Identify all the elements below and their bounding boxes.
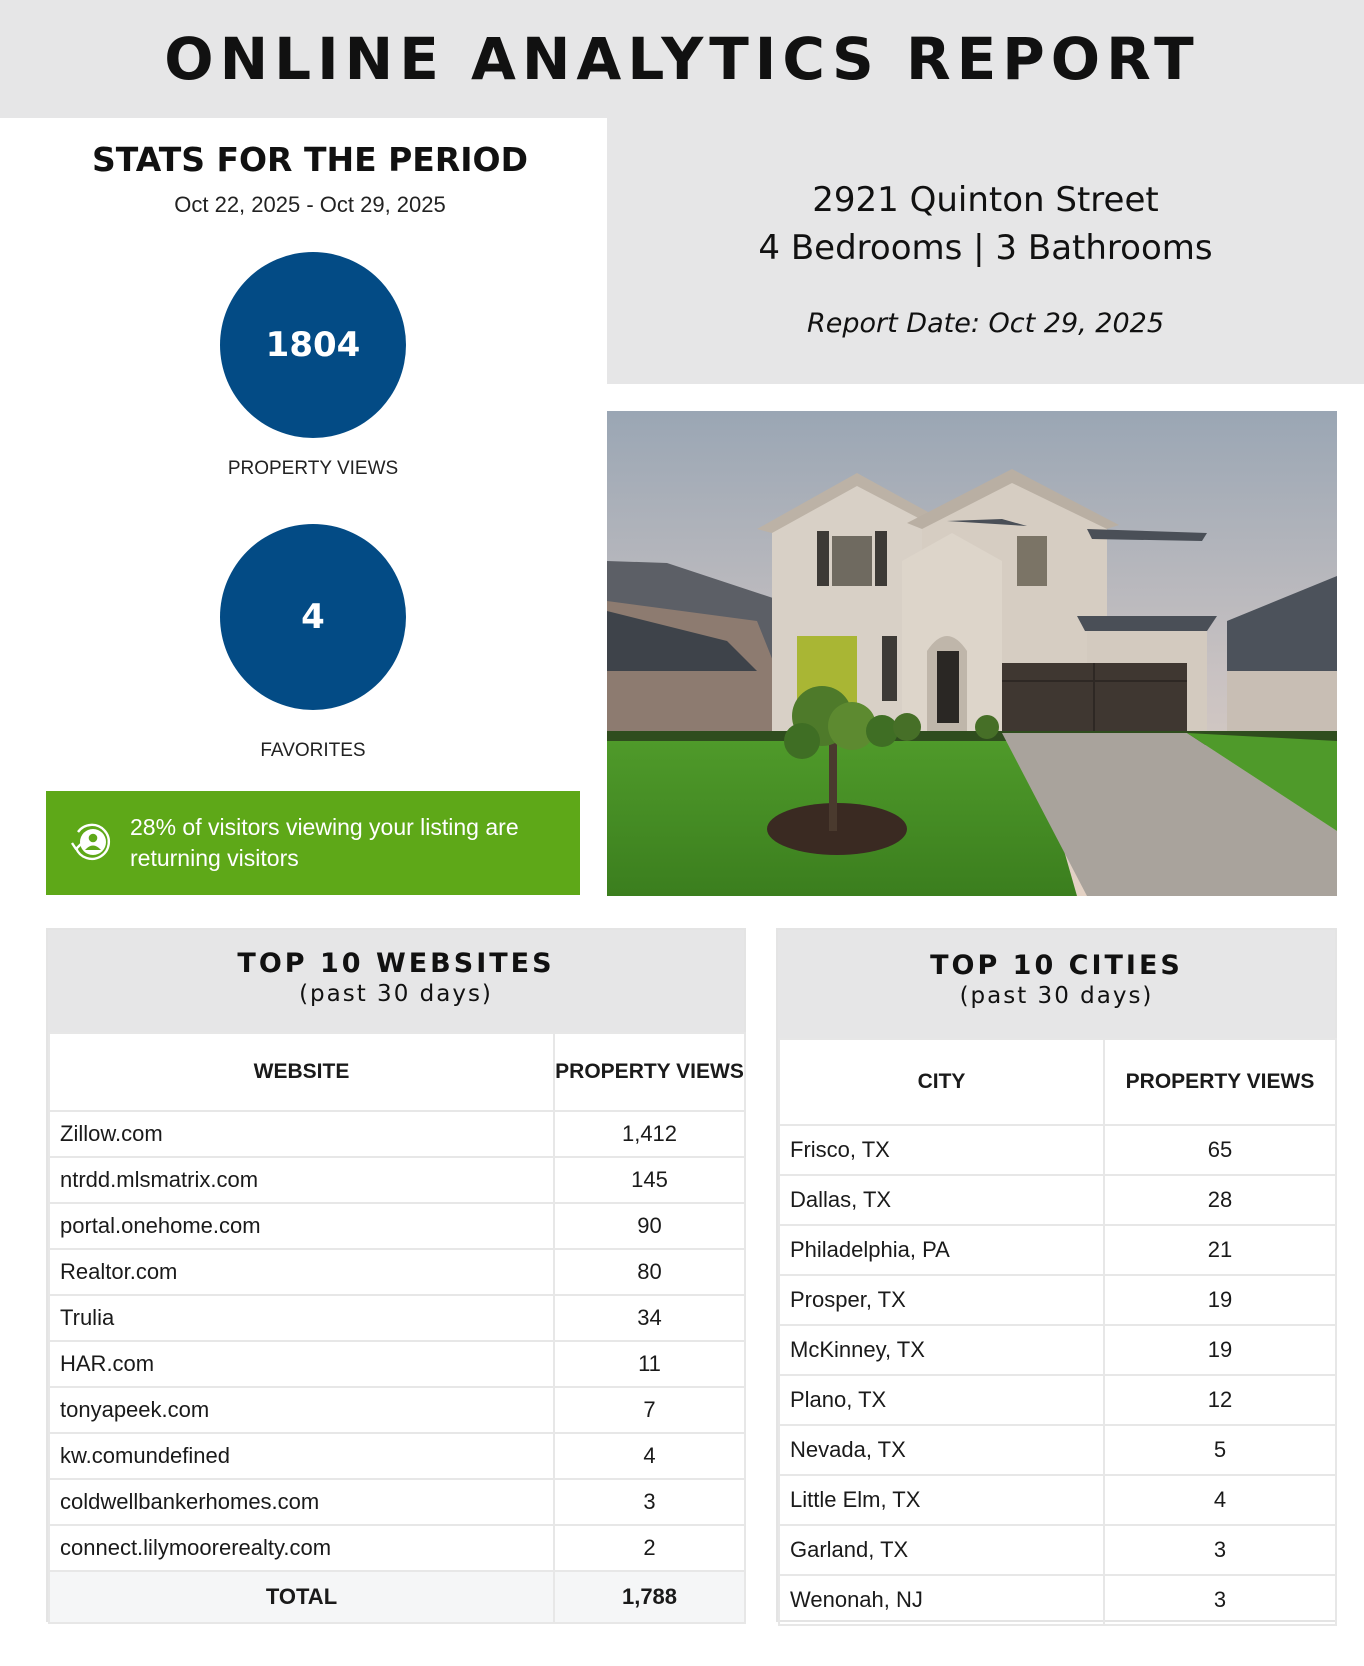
- website-name: Realtor.com: [49, 1249, 554, 1295]
- top-cities-header: [778, 930, 1335, 1038]
- city-name: Wenonah, NJ: [779, 1575, 1104, 1625]
- website-name: tonyapeek.com: [49, 1387, 554, 1433]
- report-title: ONLINE ANALYTICS REPORT: [164, 25, 1200, 93]
- table-row: [779, 1575, 1336, 1625]
- table-header-row: [49, 1033, 745, 1111]
- city-views: 5: [1104, 1425, 1336, 1475]
- top-websites-card: [46, 928, 746, 1622]
- returning-visitors-text: 28% of visitors viewing your listing are returning visitors: [130, 814, 519, 871]
- city-views: 65: [1104, 1125, 1336, 1175]
- property-rooms: 4 Bedrooms | 3 Bathrooms: [758, 228, 1213, 268]
- city-views: 3: [1104, 1575, 1336, 1625]
- city-column-header: CITY: [779, 1039, 1104, 1125]
- website-views: 90: [554, 1203, 745, 1249]
- city-name: Prosper, TX: [779, 1275, 1104, 1325]
- top-websites-subtitle: (past 30 days): [299, 981, 493, 1007]
- views-column-header: PROPERTY VIEWS: [1104, 1039, 1336, 1125]
- stats-heading: STATS FOR THE PERIOD: [92, 140, 528, 179]
- report-header: [0, 0, 1364, 118]
- table-row: [779, 1375, 1336, 1425]
- website-name: coldwellbankerhomes.com: [49, 1479, 554, 1525]
- table-row: [49, 1525, 745, 1571]
- table-row: [49, 1433, 745, 1479]
- city-views: 21: [1104, 1225, 1336, 1275]
- website-views: 145: [554, 1157, 745, 1203]
- favorites-label: FAVORITES: [260, 740, 366, 761]
- city-name: Little Elm, TX: [779, 1475, 1104, 1525]
- stats-date-range: Oct 22, 2025 - Oct 29, 2025: [174, 192, 446, 217]
- returning-visitor-icon: [68, 820, 114, 866]
- report-date: Report Date: Oct 29, 2025: [806, 308, 1164, 339]
- table-row: [779, 1175, 1336, 1225]
- property-views-value: 1804: [265, 325, 361, 365]
- website-views: 4: [554, 1433, 745, 1479]
- top-cities-card: [776, 928, 1337, 1622]
- table-row: [779, 1125, 1336, 1175]
- table-row: [779, 1525, 1336, 1575]
- city-views: 12: [1104, 1375, 1336, 1425]
- property-info-panel: [607, 118, 1364, 384]
- city-name: Frisco, TX: [779, 1125, 1104, 1175]
- website-column-header: WEBSITE: [49, 1033, 554, 1111]
- top-websites-title: TOP 10 WEBSITES: [237, 948, 555, 979]
- stats-panel: [0, 118, 607, 898]
- table-row: [779, 1275, 1336, 1325]
- website-name: connect.lilymoorerealty.com: [49, 1525, 554, 1571]
- returning-visitors-banner: [46, 791, 580, 895]
- table-row: [49, 1249, 745, 1295]
- city-name: Philadelphia, PA: [779, 1225, 1104, 1275]
- top-websites-header: [48, 930, 744, 1032]
- city-name: Garland, TX: [779, 1525, 1104, 1575]
- city-views: 19: [1104, 1275, 1336, 1325]
- top-cities-title: TOP 10 CITIES: [930, 950, 1183, 981]
- city-name: McKinney, TX: [779, 1325, 1104, 1375]
- website-views: 3: [554, 1479, 745, 1525]
- table-row: [49, 1479, 745, 1525]
- property-views-circle: [220, 252, 406, 438]
- website-name: portal.onehome.com: [49, 1203, 554, 1249]
- city-name: Nevada, TX: [779, 1425, 1104, 1475]
- website-views: 2: [554, 1525, 745, 1571]
- website-views: 34: [554, 1295, 745, 1341]
- website-views: 1,412: [554, 1111, 745, 1157]
- top-cities-table: [778, 1038, 1337, 1626]
- views-column-header: PROPERTY VIEWS: [554, 1033, 745, 1111]
- favorites-circle: [220, 524, 406, 710]
- website-views: 11: [554, 1341, 745, 1387]
- favorites-value: 4: [301, 597, 325, 637]
- table-row: [49, 1341, 745, 1387]
- city-views: 3: [1104, 1525, 1336, 1575]
- city-name: Dallas, TX: [779, 1175, 1104, 1225]
- table-row: [779, 1425, 1336, 1475]
- website-views: 80: [554, 1249, 745, 1295]
- total-row: [49, 1571, 745, 1623]
- website-name: kw.comundefined: [49, 1433, 554, 1479]
- total-label: TOTAL: [49, 1571, 554, 1623]
- city-views: 28: [1104, 1175, 1336, 1225]
- city-name: Plano, TX: [779, 1375, 1104, 1425]
- property-address: 2921 Quinton Street: [812, 180, 1159, 220]
- website-name: Zillow.com: [49, 1111, 554, 1157]
- table-row: [49, 1203, 745, 1249]
- city-views: 19: [1104, 1325, 1336, 1375]
- table-row: [779, 1475, 1336, 1525]
- website-views: 7: [554, 1387, 745, 1433]
- website-name: HAR.com: [49, 1341, 554, 1387]
- property-views-label: PROPERTY VIEWS: [227, 458, 399, 479]
- top-cities-subtitle: (past 30 days): [959, 983, 1154, 1009]
- table-row: [779, 1325, 1336, 1375]
- table-row: [49, 1295, 745, 1341]
- top-websites-table: [48, 1032, 746, 1624]
- table-header-row: [779, 1039, 1336, 1125]
- table-row: [779, 1225, 1336, 1275]
- table-row: [49, 1157, 745, 1203]
- website-name: Trulia: [49, 1295, 554, 1341]
- table-row: [49, 1387, 745, 1433]
- city-views: 4: [1104, 1475, 1336, 1525]
- house-illustration: [607, 411, 1337, 896]
- property-photo: [607, 411, 1337, 896]
- table-row: [49, 1111, 745, 1157]
- website-name: ntrdd.mlsmatrix.com: [49, 1157, 554, 1203]
- total-value: 1,788: [554, 1571, 745, 1623]
